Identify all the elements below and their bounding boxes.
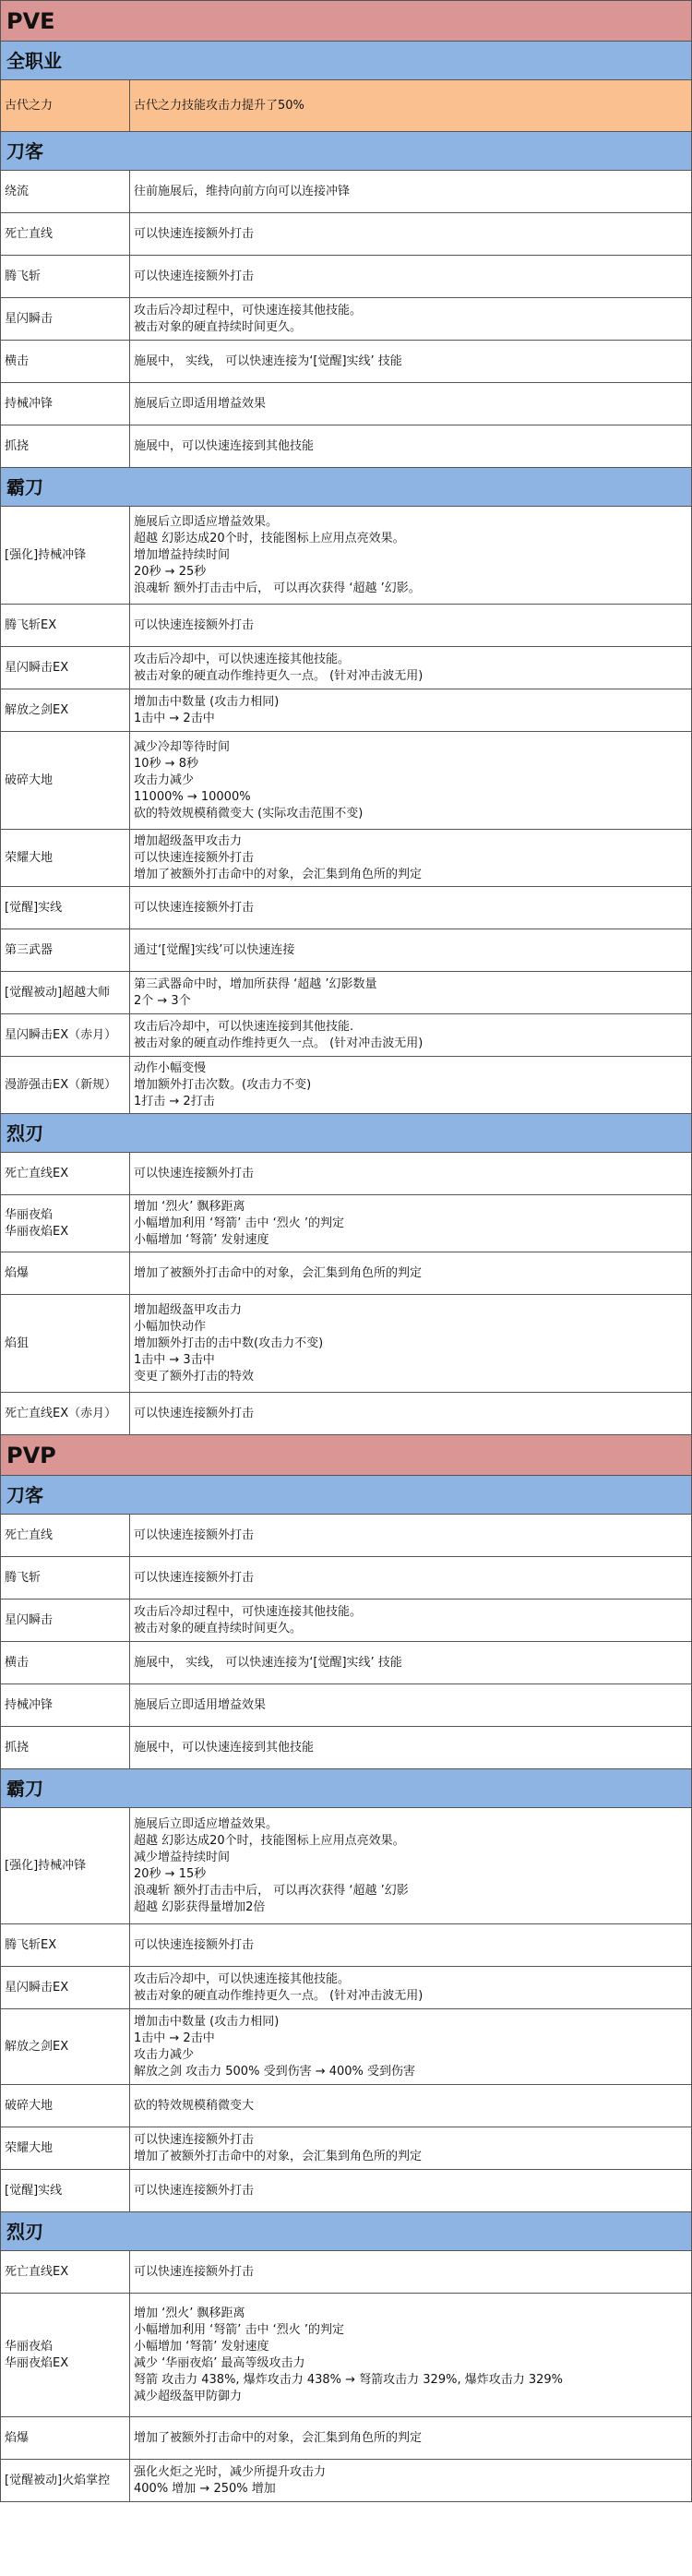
skill-change [130,1808,691,1923]
skill-name: [强化]持械冲锋 [1,507,130,604]
skill-name: [觉醒]实线 [1,2170,130,2211]
skill-change [130,1057,691,1113]
skill-name: 解放之剑EX [1,689,130,731]
skill-row [1,2127,691,2170]
change-line: 小幅增加 ‘弩箭’ 发射速度 [134,1232,269,1247]
skill-change [130,887,691,929]
skill-row [1,2417,691,2460]
skill-row [1,2170,691,2212]
change-line: 施展中，可以快速连接到其他技能 [134,1740,315,1755]
skill-name: 抓挠 [1,425,130,467]
skill-change [130,1252,691,1294]
skill-name: 第三武器 [1,929,130,971]
change-line: 被击对象的硬直动作维持更久一点。 (针对冲击波无用) [134,1988,424,2003]
skill-row [1,80,691,132]
skill-row [1,972,691,1014]
skill-name: 星闪瞬击EX [1,1967,130,2008]
skill-row [1,1393,691,1435]
change-line: 增加超级盔甲攻击力 [134,1302,243,1317]
skill-name: 星闪瞬击EX [1,647,130,689]
skill-change [130,605,691,646]
change-line: 超越 幻影达成20个时，技能图标上应用点亮效果。 [134,531,405,545]
change-line: 增加 ‘烈火’ 飘移距离 [134,1199,245,1214]
change-line: 可以快速连接额外打击 [134,900,255,915]
class-header: 全职业 [1,42,691,80]
section-header: PVE [1,1,691,42]
skill-name: 星闪瞬击 [1,298,130,340]
skill-name: 绕流 [1,171,130,212]
change-line: 变更了额外打击的特效 [134,1369,255,1384]
change-line: 施展中， 实线， 可以快速连接为‘[觉醒]实线’ 技能 [134,353,402,368]
skill-name: 死亡直线 [1,213,130,255]
class-header: 烈刃 [1,2212,691,2251]
skill-change [130,2170,691,2211]
skill-name: 横击 [1,341,130,382]
skill-name: 破碎大地 [1,2085,130,2127]
skill-row [1,1684,691,1727]
change-line: 增加额外打击的击中数(攻击力不变) [134,1336,324,1350]
skill-change [130,689,691,731]
skill-name: 星闪瞬击 [1,1600,130,1641]
change-line: 攻击后冷却中，可以快速连接其他技能。 [134,1971,351,1986]
skill-name: 持械冲锋 [1,383,130,425]
change-line: 攻击后冷却过程中，可快速连接其他技能。 [134,303,363,318]
skill-row [1,341,691,383]
change-line: 增加击中数量 (攻击力相同) [134,2014,280,2029]
skill-change [130,171,691,212]
skill-change [130,1195,691,1252]
change-line: 施展后立即适应增益效果。 [134,514,279,529]
skill-row [1,830,691,887]
skill-row [1,647,691,689]
skill-name: 死亡直线EX [1,1153,130,1194]
skill-change [130,972,691,1013]
skill-change [130,2294,691,2416]
change-line: 攻击力减少 [134,773,195,787]
skill-name: 死亡直线EX（赤月） [1,1393,130,1434]
skill-row [1,507,691,605]
change-line: 小幅增加 ‘弩箭’ 发射速度 [134,2339,269,2354]
change-line: 动作小幅变慢 [134,1060,207,1075]
change-line: 增加了被额外打击命中的对象，会汇集到角色所的判定 [134,1265,423,1280]
class-header: 霸刀 [1,1769,691,1808]
class-header: 霸刀 [1,468,691,507]
skill-change [130,2009,691,2084]
skill-name: 华丽夜焰 华丽夜焰EX [1,1195,130,1252]
skill-change [130,256,691,297]
change-line: 施展中，可以快速连接到其他技能 [134,438,315,453]
change-line: 攻击后冷却中，可以快速连接其他技能。 [134,652,351,666]
change-line: 攻击后冷却过程中，可快速连接其他技能。 [134,1604,363,1619]
change-line: 小幅增加利用 ‘弩箭’ 击中 ‘烈火 ’的判定 [134,2322,345,2337]
change-line: 400% 增加 → 250% 增加 [134,2481,276,2496]
change-line: 可以快速连接额外打击 [134,2132,255,2147]
skill-change [130,1153,691,1194]
skill-change [130,1967,691,2008]
change-line: 施展后立即适用增益效果 [134,396,267,411]
change-line: 强化火炬之光时，减少所提升攻击力 [134,2464,327,2479]
skill-row [1,1600,691,1642]
skill-row [1,2460,691,2502]
skill-row [1,605,691,647]
change-line: 减少 ‘华丽夜焰’ 最高等级攻击力 [134,2355,305,2370]
change-line: 施展中， 实线， 可以快速连接为‘[觉醒]实线’ 技能 [134,1655,402,1670]
skill-row [1,689,691,732]
change-line: 可以快速连接额外打击 [134,1937,255,1952]
change-line: 1击中 → 3击中 [134,1352,215,1367]
change-line: 可以快速连接额外打击 [134,1166,255,1180]
change-line: 往前施展后，维持向前方向可以连接冲锋 [134,184,351,198]
change-line: 被击对象的硬直持续时间更久。 [134,319,303,334]
skill-name: 古代之力 [1,80,130,131]
change-line: 解放之剑 攻击力 500% 受到伤害 → 400% 受到伤害 [134,2064,416,2079]
skill-name: 荣耀大地 [1,830,130,886]
change-line: 增加了被额外打击命中的对象，会汇集到角色所的判定 [134,867,423,881]
skill-row [1,2294,691,2417]
skill-change [130,2085,691,2127]
change-line: 增加增益持续时间 [134,547,231,562]
skill-change [130,1642,691,1683]
skill-row [1,1252,691,1295]
change-line: 增加超级盔甲攻击力 [134,833,243,848]
skill-name: 持械冲锋 [1,1684,130,1726]
class-header: 刀客 [1,1476,691,1515]
skill-row [1,1515,691,1557]
change-line: 可以快速连接额外打击 [134,1570,255,1585]
skill-change [130,2251,691,2293]
skill-name: 焰爆 [1,1252,130,1294]
skill-change [130,830,691,886]
skill-name: 死亡直线EX [1,2251,130,2293]
skill-name: 腾飞斩 [1,1557,130,1599]
skill-change [130,929,691,971]
change-line: 可以快速连接额外打击 [134,2264,255,2279]
change-line: 2个 → 3个 [134,993,191,1008]
skill-row [1,171,691,213]
skill-change [130,1014,691,1056]
change-line: 超越 幻影达成20个时，技能图标上应用点亮效果。 [134,1833,405,1848]
change-line: 可以快速连接额外打击 [134,617,255,632]
change-line: 被击对象的硬直动作维持更久一点。 (针对冲击波无用) [134,1036,424,1050]
skill-row [1,1642,691,1684]
skill-name: 死亡直线 [1,1515,130,1556]
skill-change [130,80,691,131]
change-line: 可以快速连接额外打击 [134,2183,255,2198]
skill-change [130,2417,691,2459]
skill-change [130,732,691,829]
skill-name: 星闪瞬击EX（赤月） [1,1014,130,1056]
skill-name: 横击 [1,1642,130,1683]
change-line: 增加 ‘烈火’ 飘移距离 [134,2306,245,2320]
change-line: 减少冷却等待时间 [134,739,231,754]
change-line: 古代之力技能攻击力提升了50% [134,98,304,113]
change-line: 浪魂斩 额外打击击中后， 可以再次获得 ‘超越 ’幻影 [134,1883,409,1898]
skill-row [1,1153,691,1195]
change-line: 20秒 → 15秒 [134,1866,207,1881]
skill-row [1,425,691,468]
change-line: 增加了被额外打击命中的对象，会汇集到角色所的判定 [134,2149,423,2163]
change-line: 增加了被额外打击命中的对象，会汇集到角色所的判定 [134,2430,423,2445]
skill-row [1,1195,691,1252]
skill-row [1,383,691,425]
skill-row [1,256,691,298]
skill-change [130,383,691,425]
skill-name: 腾飞斩EX [1,1924,130,1966]
change-line: 小幅增加利用 ‘弩箭’ 击中 ‘烈火 ’的判定 [134,1216,345,1230]
skill-row [1,213,691,256]
skill-row [1,887,691,929]
skill-row [1,1557,691,1600]
skill-change [130,1684,691,1726]
change-line: 被击对象的硬直动作维持更久一点。 (针对冲击波无用) [134,668,424,683]
change-line: 1击中 → 2击中 [134,2031,215,2045]
skill-change [130,1924,691,1966]
skill-change [130,2460,691,2501]
skill-row [1,732,691,830]
class-header: 烈刃 [1,1114,691,1153]
skill-change [130,1393,691,1434]
skill-name: [强化]持械冲锋 [1,1808,130,1923]
skill-name: 抓挠 [1,1727,130,1768]
skill-change [130,425,691,467]
skill-name: 焰狙 [1,1295,130,1392]
change-line: 第三武器命中时，增加所获得 ‘超越 ’幻影数量 [134,976,377,991]
change-line: 通过‘[觉醒]实线’可以快速连接 [134,942,295,957]
skill-name: 荣耀大地 [1,2127,130,2169]
skill-name: 腾飞斩 [1,256,130,297]
class-header: 刀客 [1,132,691,171]
change-line: 砍的特效规模稍微变大 [134,2098,255,2113]
change-line: 增加额外打击次数。(攻击力不变) [134,1077,312,1092]
skill-row [1,1727,691,1769]
skill-change [130,1600,691,1641]
skill-row [1,2009,691,2085]
skill-row [1,1808,691,1924]
skill-row [1,929,691,972]
skill-name: [觉醒被动]火焰掌控 [1,2460,130,2501]
skill-name: 漫游强击EX（新规） [1,1057,130,1113]
skill-name: 解放之剑EX [1,2009,130,2084]
change-line: 弩箭 攻击力 438%, 爆炸攻击力 438% → 弩箭攻击力 329%, 爆炸攻击力 329% [134,2372,564,2387]
change-line: 可以快速连接额外打击 [134,1406,255,1420]
skill-row [1,1057,691,1114]
skill-row [1,1967,691,2009]
skill-name: 腾飞斩EX [1,605,130,646]
skill-row [1,298,691,341]
change-line: 减少超级盔甲防御力 [134,2389,243,2403]
change-line: 砍的特效规模稍微变大 (实际攻击范围不变) [134,806,364,821]
skill-row [1,1014,691,1057]
change-line: 11000% → 10000% [134,789,251,804]
change-line: 减少增益持续时间 [134,1850,231,1864]
skill-change [130,213,691,255]
skill-change [130,1727,691,1768]
change-line: 攻击后冷却中，可以快速连接到其他技能. [134,1019,354,1034]
skill-name: 华丽夜焰 华丽夜焰EX [1,2294,130,2416]
change-line: 小幅加快动作 [134,1319,207,1334]
skill-change [130,1295,691,1392]
change-line: 可以快速连接额外打击 [134,269,255,283]
skill-change [130,507,691,604]
change-line: 可以快速连接额外打击 [134,1528,255,1542]
skill-change [130,1557,691,1599]
skill-change [130,2127,691,2169]
change-line: 攻击力减少 [134,2047,195,2062]
skill-row [1,2251,691,2294]
change-line: 1打击 → 2打击 [134,1094,215,1108]
change-line: 可以快速连接额外打击 [134,226,255,241]
section-header: PVP [1,1435,691,1476]
change-line: 浪魂斩 额外打击击中后， 可以再次获得 ‘超越 ’幻影。 [134,581,421,595]
change-line: 1击中 → 2击中 [134,711,215,725]
change-line: 20秒 → 25秒 [134,564,207,579]
skill-name: [觉醒被动]超越大师 [1,972,130,1013]
skill-change [130,298,691,340]
change-line: 可以快速连接额外打击 [134,850,255,865]
change-line: 增加击中数量 (攻击力相同) [134,694,280,709]
change-line: 施展后立即适应增益效果。 [134,1816,279,1831]
skill-row [1,2085,691,2127]
skill-change [130,341,691,382]
skill-name: 破碎大地 [1,732,130,829]
skill-name: [觉醒]实线 [1,887,130,929]
change-line: 10秒 → 8秒 [134,756,198,771]
skill-name: 焰爆 [1,2417,130,2459]
skill-change [130,1515,691,1556]
change-line: 被击对象的硬直持续时间更久。 [134,1621,303,1635]
skill-change [130,647,691,689]
change-line: 超越 幻影获得量增加2倍 [134,1899,266,1914]
skill-row [1,1924,691,1967]
skill-row [1,1295,691,1393]
change-line: 施展后立即适用增益效果 [134,1697,267,1712]
